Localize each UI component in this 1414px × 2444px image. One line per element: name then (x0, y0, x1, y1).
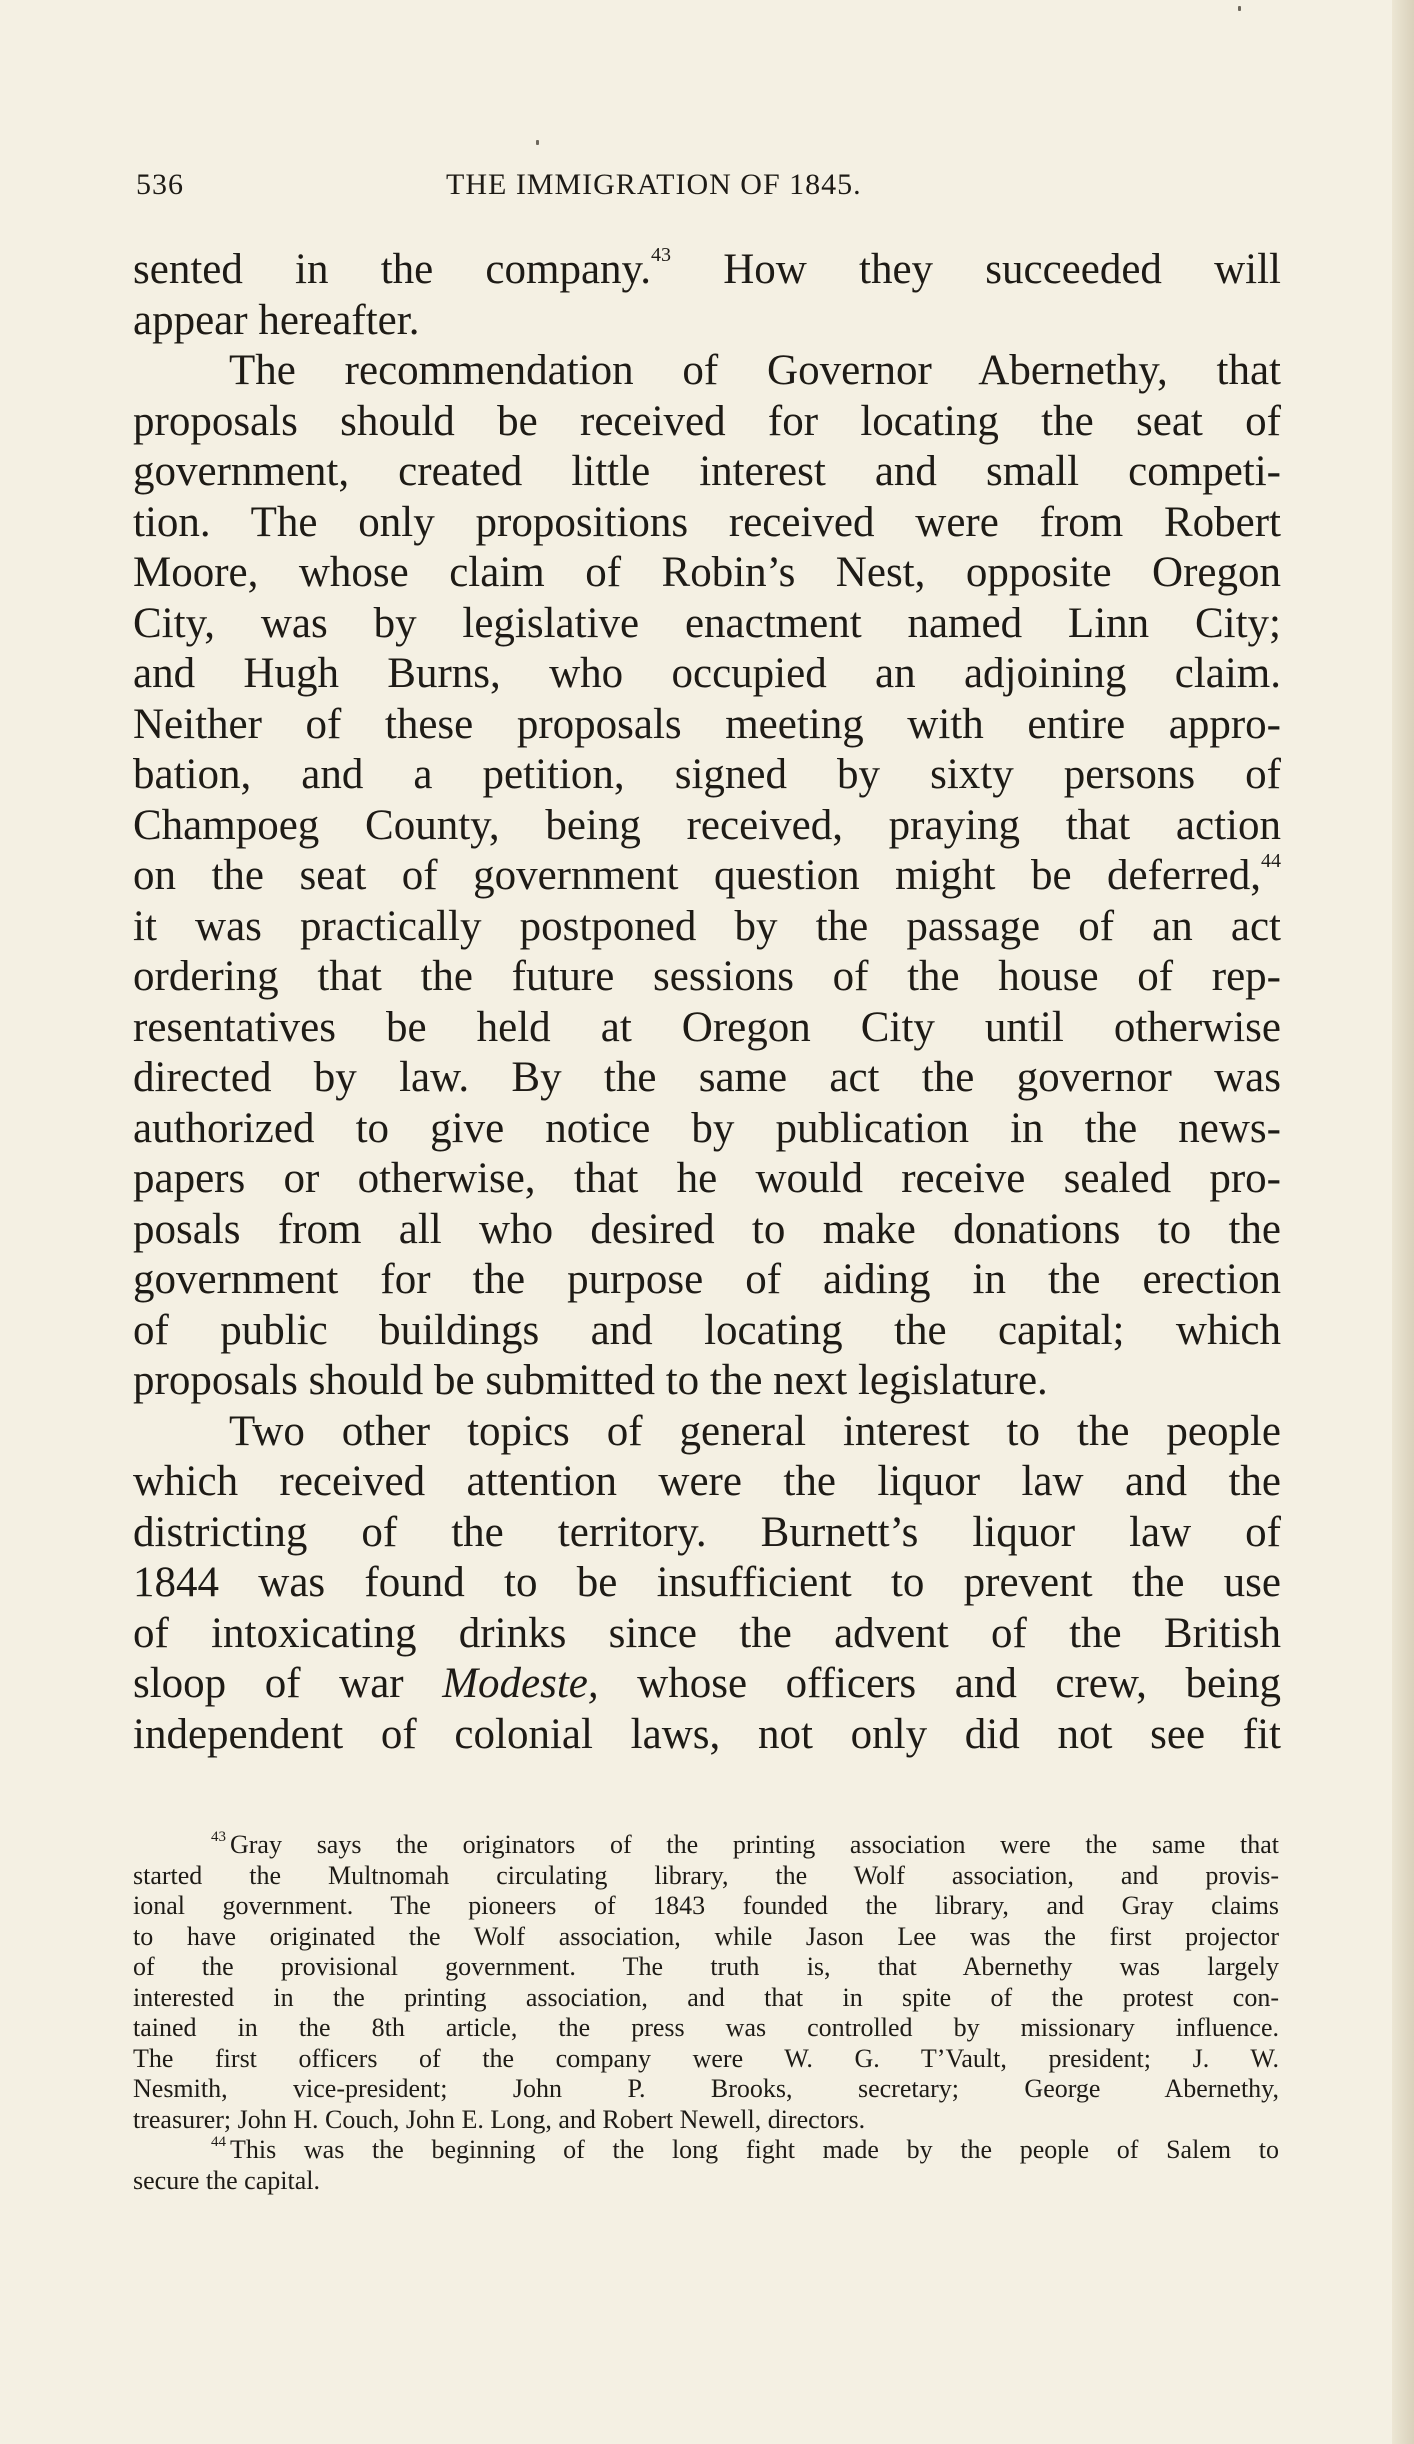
footnote-line: to have originated the Wolf association, while Jason Lee was the first projector (133, 1921, 1279, 1951)
body-line: government, created little interest and small competi- (133, 448, 1281, 495)
body-line: bation, and a petition, signed by sixty persons of (133, 751, 1281, 798)
body-line-paragraph-start: Two other topics of general interest to the people (229, 1407, 1281, 1455)
footnotes (133, 1830, 1279, 2196)
body-line: proposals should be submitted to the next legislature. (133, 1357, 1048, 1404)
body-line: 1844 was found to be insufficient to prevent the use (133, 1559, 1281, 1606)
body-line: independent of colonial laws, not only did not see fit (133, 1710, 1281, 1758)
footnote-line: of the provisional government. The truth is, that Abernethy was largely (133, 1952, 1279, 1981)
body-line: papers or otherwise, that he would receive sealed pro- (133, 1155, 1281, 1202)
paper-speck (1238, 6, 1241, 11)
body-line: posals from all who desired to make donations to the (133, 1205, 1281, 1253)
body-line: which received attention were the liquor law and the (133, 1458, 1281, 1505)
footnote-reference-44: 44 (1261, 850, 1281, 872)
body-line: and Hugh Burns, who occupied an adjoining claim. (133, 650, 1281, 697)
body-line: districting of the territory. Burnett’s liquor law of (133, 1508, 1281, 1556)
footnote-line: Nesmith, vice-president; John P. Brooks, secretary; George Abernethy, (133, 2074, 1279, 2103)
footnote-line: started the Multnomah circulating library, the Wolf association, and provis- (133, 1860, 1279, 1890)
footnote-line: tained in the 8th article, the press was controlled by missionary influence. (133, 2013, 1279, 2042)
body-line: City, was by legislative enactment named Linn City; (133, 599, 1281, 647)
body-line: it was practically postponed by the passage of an act (133, 902, 1281, 950)
footnote-line: interested in the printing association, and that in spite of the protest con- (133, 1982, 1279, 2012)
footnote-reference-43: 43 (651, 244, 672, 266)
running-head (136, 168, 1276, 208)
footnote-number: 44 (211, 2134, 226, 2150)
footnote-44: $^{44}$ This was the beginning of the long fight made by the people of Salem to (211, 2134, 1279, 2164)
page-edge-shadow (1392, 0, 1414, 2444)
body-line: sented in the company.$^{43}$ How they succeeded will (133, 244, 1282, 293)
body-line: proposals should be received for locating the seat of (133, 397, 1281, 445)
body-line: Moore, whose claim of Robin’s Nest, opposite Oregon (133, 549, 1281, 596)
paper-speck (536, 140, 539, 145)
footnote-43: $^{43}$ Gray says the originators of the printing association were the same that (211, 1829, 1279, 1859)
running-title: THE IMMIGRATION OF 1845. (446, 168, 862, 201)
body-line: directed by law. By the same act the governor was (133, 1054, 1281, 1101)
body-text (133, 245, 1281, 1760)
ship-name-italic: Modeste, (442, 1660, 599, 1707)
body-line: resentatives be held at Oregon City until otherwise (133, 1003, 1281, 1051)
body-line: appear hereafter. (133, 296, 420, 344)
body-line: of intoxicating drinks since the advent of the British (133, 1609, 1281, 1657)
page-number: 536 (136, 168, 184, 201)
footnote-line: The first officers of the company were W. G. T’Vault, president; J. W. (133, 2043, 1279, 2073)
body-line: Champoeg County, being received, praying that action (133, 801, 1281, 849)
body-line: of public buildings and locating the capital; which (133, 1306, 1281, 1354)
body-line: sloop of war Modeste, whose officers and crew, being (133, 1660, 1281, 1707)
footnote-line: secure the capital. (133, 2165, 320, 2195)
body-line: government for the purpose of aiding in the erection (133, 1256, 1281, 1303)
body-line: tion. The only propositions received were from Robert (133, 498, 1281, 546)
body-line: ordering that the future sessions of the house of rep- (133, 953, 1281, 1000)
body-line: on the seat of government question might be deferred,$^{44}$ (133, 850, 1281, 899)
body-line: authorized to give notice by publication in the news- (133, 1104, 1281, 1152)
footnote-line: treasurer; John H. Couch, John E. Long, and Robert Newell, directors. (133, 2104, 866, 2134)
footnote-number: 43 (211, 1829, 226, 1845)
body-line: Neither of these proposals meeting with entire appro- (133, 700, 1281, 748)
body-line-paragraph-start: The recommendation of Governor Abernethy, that (229, 347, 1281, 394)
footnote-line: ional government. The pioneers of 1843 founded the library, and Gray claims (133, 1891, 1279, 1920)
